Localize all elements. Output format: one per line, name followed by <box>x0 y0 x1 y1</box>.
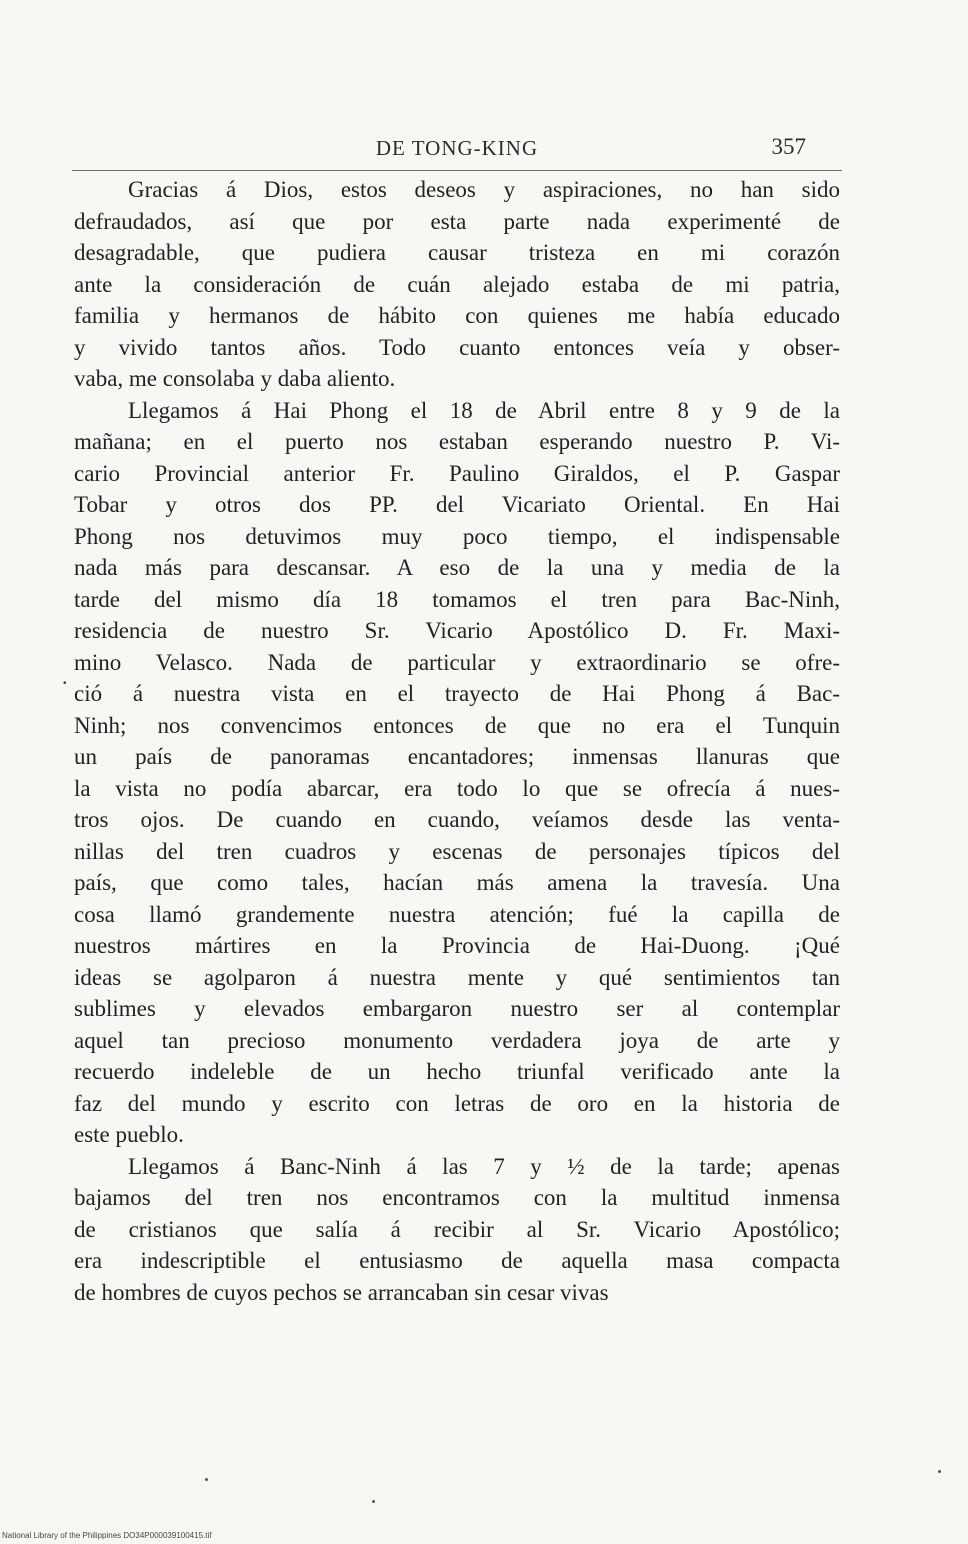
text-line: Llegamos á Banc-Ninh á las 7 y ½ de la tarde; apenas <box>128 1153 840 1179</box>
text-line: tros ojos. De cuando en cuando, veíamos desde las venta- <box>74 807 840 832</box>
text-line: nada más para descansar. A eso de la una y media de la <box>74 555 840 580</box>
running-head: DE TONG-KING <box>375 136 539 160</box>
text-line: tarde del mismo día 18 tomamos el tren para Bac-Ninh, <box>74 586 840 612</box>
text-line: cario Provincial anterior Fr. Paulino Giraldos, el P. Gaspar <box>74 460 840 486</box>
text-line: vaba, me consolaba y daba aliento. <box>74 366 396 391</box>
text-line: familia y hermanos de hábito con quienes me había educado <box>74 303 840 328</box>
text-line: y vivido tantos años. Todo cuanto entonces veía y obser- <box>74 334 840 360</box>
text-line: nuestros mártires en la Provincia de Hai-Duong. ¡Qué <box>74 933 840 958</box>
text-line: Tobar y otros dos PP. del Vicariato Oriental. En Hai <box>74 492 840 517</box>
text-line: de hombres de cuyos pechos se arrancaban sin cesar vivas <box>74 1279 609 1305</box>
text-line: este pueblo. <box>74 1122 184 1147</box>
text-line: Llegamos á Hai Phong el 18 de Abril entre 8 y 9 de la <box>128 397 840 423</box>
text-line: un país de panoramas encantadores; inmensas llanuras que <box>74 744 840 769</box>
text-line: faz del mundo y escrito con letras de oro en la historia de <box>74 1090 840 1116</box>
scan-credit: National Library of the Philippines DO34P000039100415.tif <box>2 1531 212 1540</box>
text-line: nillas del tren cuadros y escenas de personajes típicos del <box>74 838 840 864</box>
text-line: aquel tan precioso monumento verdadera joya de arte y <box>74 1027 840 1053</box>
page-number: 357 <box>771 134 806 159</box>
text-line: defraudados, así que por esta parte nada experimenté de <box>74 208 840 234</box>
text-line: residencia de nuestro Sr. Vicario Apostólico D. Fr. Maxi- <box>74 618 840 643</box>
body-text <box>74 174 840 1308</box>
text-line: ció á nuestra vista en el trayecto de Hai Phong á Bac- <box>74 681 840 706</box>
text-line: sublimes y elevados embargaron nuestro ser al contemplar <box>74 996 840 1021</box>
page-header <box>72 130 842 171</box>
text-line: mañana; en el puerto nos estaban esperando nuestro P. Vi- <box>74 429 840 454</box>
text-line: bajamos del tren nos encontramos con la multitud inmensa <box>74 1185 840 1210</box>
text-line: era indescriptible el entusiasmo de aquella masa compacta <box>74 1248 840 1273</box>
scan-speck <box>372 1500 375 1503</box>
text-line: cosa llamó grandemente nuestra atención; fué la capilla de <box>74 901 840 927</box>
text-line: mino Velasco. Nada de particular y extraordinario se ofre- <box>74 649 840 675</box>
text-line: recuerdo indeleble de un hecho triunfal verificado ante la <box>74 1059 840 1084</box>
text-line: la vista no podía abarcar, era todo lo que se ofrecía á nues- <box>74 775 840 801</box>
text-line: ideas se agolparon á nuestra mente y qué sentimientos tan <box>74 964 840 990</box>
text-line: Phong nos detuvimos muy poco tiempo, el indispensable <box>74 523 840 549</box>
text-line: Ninh; nos convencimos entonces de que no era el Tunquin <box>74 712 840 738</box>
text-line: Gracias á Dios, estos deseos y aspiraciones, no han sido <box>128 177 840 202</box>
scan-speck <box>938 1470 941 1473</box>
margin-mark: . <box>62 664 68 689</box>
text-line: país, que como tales, hacían más amena la travesía. Una <box>74 870 840 895</box>
scan-speck <box>205 1478 208 1481</box>
text-line: ante la consideración de cuán alejado estaba de mi patria, <box>74 271 840 297</box>
text-line: de cristianos que salía á recibir al Sr. Vicario Apostólico; <box>74 1216 840 1242</box>
text-line: desagradable, que pudiera causar tristeza en mi corazón <box>74 240 840 265</box>
